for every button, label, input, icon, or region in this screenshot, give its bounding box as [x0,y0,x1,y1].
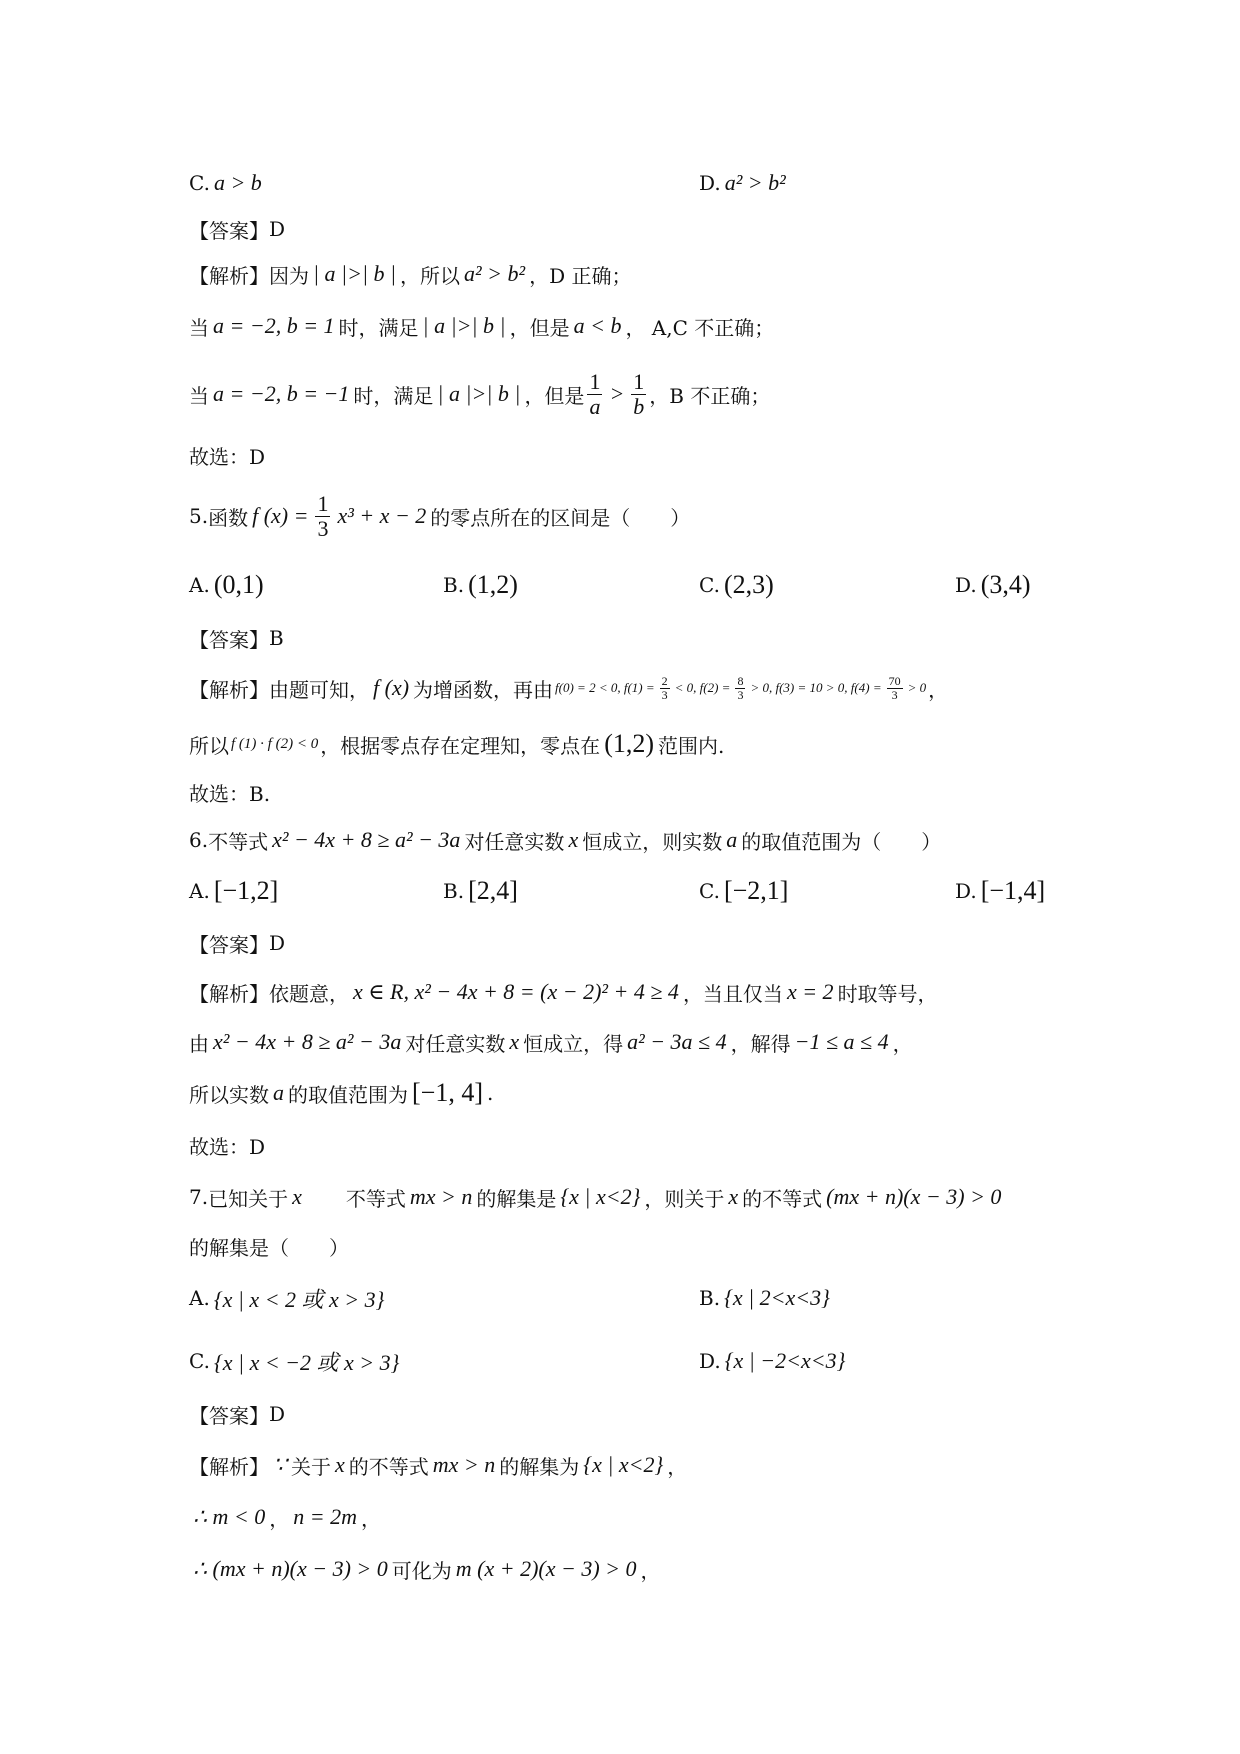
math: x [568,827,579,852]
q4-analysis-line-1 [189,259,632,289]
option-expression: (3,4) [980,570,1031,599]
text: 恒成立，则实数 [582,829,723,854]
math: ∴ m < 0 [193,1504,266,1529]
q6-analysis-line-1 [189,977,938,1007]
q7-stem-line-1 [189,1182,1005,1212]
option-expression: {x | 2<x<3} [724,1285,830,1310]
math: x ∈ R, x² − 4x + 8 = (x − 2)² + 4 ≥ 4 [353,979,679,1004]
text: 的不等式 [348,1454,429,1479]
fraction-eight-thirds [732,675,748,701]
q4-analysis-line-3 [189,368,770,420]
q7-analysis-line-1 [189,1450,687,1480]
math: x³ + x − 2 [337,503,427,528]
analysis-tag: 【解析】 [189,981,269,1006]
math: x [509,1029,520,1054]
option-label: D. [955,879,977,903]
text: ， [360,1506,381,1531]
text: 的解集为 [499,1454,580,1479]
text: 可化为 [391,1558,452,1583]
q5-answer [189,623,284,653]
text: 的解集是（ ） [189,1235,349,1260]
math: | a |>| b | [313,261,397,286]
text: ，根据零点存在定理知，零点在 [320,733,601,758]
text: 时取等号， [837,981,938,1006]
q4-option-c [189,168,266,198]
fraction-one-third [312,492,333,539]
text: 已知关于 [208,1186,289,1211]
option-label: B. [443,879,465,903]
text: ，B 不正确； [649,383,771,408]
math: x² − 4x + 8 ≥ a² − 3a [213,1029,402,1054]
math: a < b [573,313,622,338]
math: > [609,381,625,406]
q7-option-b [699,1283,834,1313]
math: {x | x<2} [560,1184,641,1209]
option-label: C. [189,171,210,195]
math: (1,2) [604,729,655,758]
text: ，但是 [524,383,585,408]
q5-option-d [955,570,1035,600]
q7-stem-line-2 [189,1231,349,1261]
option-label: D. [955,573,977,597]
q6-option-b [443,876,522,906]
math: | a |>| b | [437,381,521,406]
fraction-two-thirds [657,675,673,701]
option-label: C. [189,1349,210,1373]
denominator: 3 [891,687,898,702]
answer-value: D [269,931,286,955]
q6-option-a [189,876,282,906]
math: ∴ (mx + n)(x − 3) > 0 [193,1556,388,1581]
text: ，则关于 [644,1186,725,1211]
math-small: > 0 [907,680,927,695]
text: ， [892,1031,913,1056]
math-small: < 0, f(2) = [674,680,731,695]
text: ， A,C 不正确； [625,315,775,340]
option-expression: [2,4] [468,876,518,905]
answer-value: D [269,217,286,241]
text: . [486,1081,494,1105]
q4-option-d [699,168,790,198]
text: 对任意实数 [405,1031,506,1056]
text: ，解得 [730,1031,791,1056]
math: a = −2, b = 1 [213,313,335,338]
text: 范围内. [658,733,725,758]
q7-option-d [699,1346,849,1376]
math-small: > 0, f(3) = 10 > 0, f(4) = [750,680,882,695]
fraction-one-over-a [584,370,605,417]
math: n = 2m [293,1504,357,1529]
numerator: 1 [317,491,329,517]
numerator: 1 [633,369,645,395]
q7-option-a [189,1283,388,1313]
math: a² > b² [464,261,526,286]
text: 由题可知， [269,677,369,702]
math: x [335,1452,345,1477]
q6-answer [189,928,285,958]
text: ，当且仅当 [682,981,783,1006]
text: 关于 [291,1454,331,1479]
text: 时，满足 [353,383,434,408]
text: ， [667,1454,688,1479]
text: 的取值范围为 [288,1082,408,1107]
denominator: 3 [317,515,329,541]
option-label: A. [189,879,210,903]
option-expression: {x | −2<x<3} [724,1348,846,1373]
math: a [726,827,738,852]
math: x² − 4x + 8 ≥ a² − 3a [272,827,461,852]
q5-option-c [699,570,778,600]
text: 当 [189,315,209,340]
text: 因为 [269,263,309,288]
numerator: 8 [737,673,744,688]
option-expression: (2,3) [723,570,774,599]
text: 恒成立，得 [523,1031,624,1056]
math: x [292,1184,302,1209]
analysis-tag: 【解析】 [189,1454,269,1479]
denominator: b [633,393,645,419]
text: 不等式 [208,829,269,854]
option-expression: [−1,4] [980,876,1046,905]
option-expression: [−2,1] [723,876,789,905]
math: mx > n [432,1452,496,1477]
text: 的取值范围为（ ） [741,829,942,854]
q5-conclusion [189,777,270,807]
denominator: 3 [737,687,744,702]
answer-tag: 【答案】 [189,1403,269,1428]
denominator: 3 [661,687,668,702]
text: ，所以 [400,263,461,288]
option-label: C. [699,879,720,903]
q5-option-b [443,570,522,600]
math-small: f (1) · f (2) < 0 [231,735,319,752]
analysis-tag: 【解析】 [189,677,269,702]
text: 不等式 [305,1186,406,1211]
text: 所以 [189,733,229,758]
math: −1 ≤ a ≤ 4 [794,1029,889,1054]
answer-value: D [269,1402,286,1426]
math: (mx + n)(x − 3) > 0 [826,1184,1002,1209]
answer-tag: 【答案】 [189,627,269,652]
q6-option-c [699,876,792,906]
text: 故选：B. [189,781,271,806]
option-expression: {x | x < −2 或 x > 3} [213,1349,400,1375]
math: {x | x<2} [583,1452,664,1477]
q5-stem [189,490,690,542]
text: 由 [189,1031,209,1056]
text: 依题意， [269,981,349,1006]
text: 当 [189,383,209,408]
text: 函数 [208,505,249,530]
text: 时，满足 [338,315,419,340]
because-symbol: ∵ [273,1452,287,1477]
option-expression: a² > b² [724,170,786,195]
option-expression: [−1,2] [213,876,279,905]
answer-value: B [269,626,284,650]
question-number: 6. [189,828,209,852]
fraction-one-over-b [628,370,649,417]
option-label: C. [699,573,720,597]
text: ，但是 [509,315,570,340]
option-expression: a > b [213,170,262,195]
text: ， [640,1558,661,1583]
text: ，D 正确； [529,263,632,288]
q6-analysis-line-2 [189,1027,913,1057]
math-small: f(0) = 2 < 0, f(1) = [555,680,655,695]
q7-analysis-line-3 [189,1554,661,1584]
option-expression: (1,2) [468,570,518,599]
q6-stem [189,825,941,855]
fraction-seventy-thirds [884,675,906,701]
math: [−1, 4] [412,1078,483,1107]
math: f (x) [373,675,410,700]
q4-answer [189,214,285,244]
math: x = 2 [786,979,834,1004]
q4-analysis-line-2 [189,311,774,341]
q7-analysis-line-2 [189,1502,381,1532]
option-label: D. [699,1349,721,1373]
q7-option-c [189,1346,403,1376]
numerator: 2 [661,673,668,688]
math: a [273,1080,284,1105]
text: 对任意实数 [464,829,565,854]
q6-conclusion [189,1130,265,1160]
q6-analysis-line-3 [189,1078,493,1108]
text: 所以实数 [189,1082,269,1107]
q7-answer [189,1399,285,1429]
text: ， [928,677,949,702]
math: a = −2, b = −1 [213,381,350,406]
text: ， [269,1506,290,1531]
option-label: B. [699,1286,721,1310]
text: 的解集是 [476,1186,557,1211]
answer-tag: 【答案】 [189,932,269,957]
text: 为增函数，再由 [413,677,554,702]
math: m (x + 2)(x − 3) > 0 [455,1556,637,1581]
q5-analysis-line-1 [189,662,948,714]
q5-analysis-line-2 [189,729,724,759]
answer-tag: 【答案】 [189,218,269,243]
q6-option-d [955,876,1049,906]
text: 的零点所在的区间是（ ） [430,505,691,530]
math: x [728,1184,739,1209]
text: 故选：D [189,444,266,469]
math: f (x) = [252,503,309,528]
math: | a |>| b | [422,313,506,338]
text: 故选：D [189,1134,266,1159]
math: mx > n [409,1184,473,1209]
question-number: 7. [189,1185,209,1209]
text: 的不等式 [742,1186,823,1211]
numerator: 1 [589,369,601,395]
q4-conclusion [189,440,265,470]
option-label: D. [699,171,721,195]
numerator: 70 [888,673,901,688]
option-label: A. [189,573,210,597]
math: a² − 3a ≤ 4 [627,1029,727,1054]
option-label: A. [189,1286,210,1310]
denominator: a [589,393,601,419]
q5-option-a [189,570,268,600]
analysis-tag: 【解析】 [189,263,269,288]
option-expression: {x | x < 2 或 x > 3} [213,1286,385,1312]
question-number: 5. [189,504,209,528]
option-label: B. [443,573,465,597]
option-expression: (0,1) [213,570,264,599]
